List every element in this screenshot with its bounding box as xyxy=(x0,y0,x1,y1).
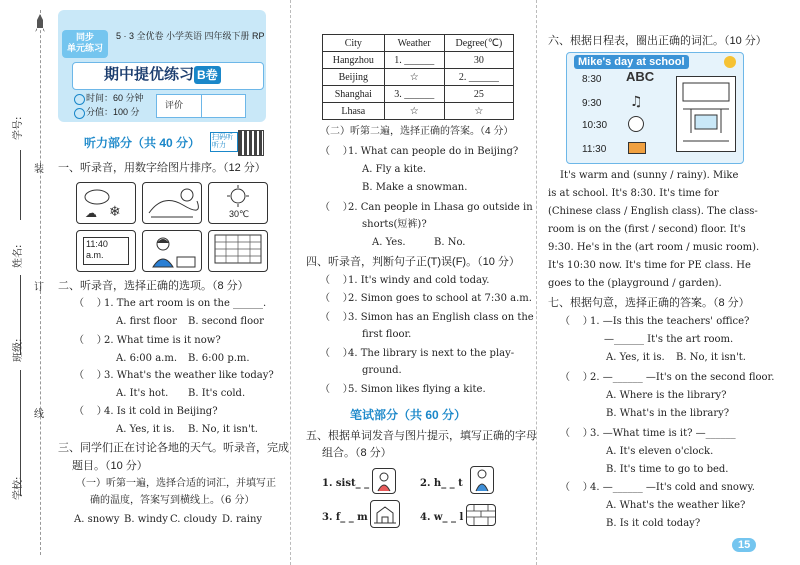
svg-text:☁: ☁ xyxy=(85,206,97,220)
q7-item-2-option-b[interactable]: B. What's in the library? xyxy=(606,408,730,419)
q6-passage-line-6[interactable]: It's 10:30 now. It's time for PE class. He xyxy=(548,260,751,271)
q4-item-4-text: 4. The library is next to the play- xyxy=(348,348,515,359)
q7-title: 七、根据句意，选择正确的答案。（8 分） xyxy=(548,297,750,309)
q2-item-3-bracket[interactable]: （ ） xyxy=(74,370,107,381)
classroom-illustration xyxy=(676,76,736,152)
score-label: 分值：100 分 xyxy=(86,107,140,117)
person-icon xyxy=(470,466,494,494)
q7-item-3-option-a[interactable]: A. It's eleven o'clock. xyxy=(606,446,714,457)
q2-item-2-bracket[interactable]: （ ） xyxy=(74,335,107,346)
q7-item-1-bracket[interactable]: （ ） xyxy=(560,316,593,327)
q2-item-3-question: 3. What's the weather like today? xyxy=(104,370,274,381)
q4-item-3-bracket[interactable]: （ ） xyxy=(320,312,353,323)
weather-table xyxy=(322,34,514,120)
book-icon xyxy=(628,142,646,154)
q2-item-2-question: 2. What time is it now? xyxy=(104,335,221,346)
q5-title-line-1: 五、根据单词发音与图片提示，填写正确的字母 xyxy=(306,430,537,442)
q1-picture-2 xyxy=(142,182,202,224)
q4-item-2-text: 2. Simon goes to school at 7:30 a.m. xyxy=(348,293,532,304)
q1-title: 一、听录音，用数字给图片排序。（12 分） xyxy=(58,162,266,174)
q6-passage-line-7[interactable]: goes to the (playground / garden). xyxy=(548,278,722,289)
q3-title-line-2: 题目。（10 分） xyxy=(72,460,148,472)
q3-title-line-1: 三、同学们正在讨论各地的天气。听录音，完成 xyxy=(58,442,289,454)
exam-title: 期中提优练习 xyxy=(104,66,195,83)
q4-item-1-text: 1. It's windy and cold today. xyxy=(348,275,490,286)
q1-picture-6 xyxy=(208,230,268,272)
review-box[interactable] xyxy=(156,94,246,118)
q5-title-line-2: 组合。（8 分） xyxy=(322,447,392,459)
q3-part1-line-2: 确的温度，答案写到横线上。（6 分） xyxy=(90,495,255,506)
part2-item-2-option-a[interactable]: A. Yes. xyxy=(372,237,406,248)
q5-item-4[interactable]: 4. w_ _ l xyxy=(420,512,464,523)
q7-item-1-line-2: —______ It's the art room. xyxy=(604,334,734,345)
clock-display-text: 11:40 a.m. xyxy=(86,239,108,260)
part2-item-2-question-cont: shorts(短裤)? xyxy=(362,219,427,230)
q7-item-4-line-1: 4. —______ —It's cold and snowy. xyxy=(590,482,755,493)
schedule-time-3: 10:30 xyxy=(582,120,608,131)
q2-item-4-question: 4. Is it cold in Beijing? xyxy=(104,406,218,417)
part2-item-1-option-a[interactable]: A. Fly a kite. xyxy=(362,164,427,175)
q2-item-4-option-a[interactable]: A. Yes, it is. xyxy=(116,424,175,435)
q5-item-2[interactable]: 2. h_ _ t xyxy=(420,478,463,489)
q4-item-5-text: 5. Simon likes flying a kite. xyxy=(348,384,486,395)
q7-item-1-option-b[interactable]: B. No, it isn't. xyxy=(676,352,746,363)
table-cell: Lhasa xyxy=(323,103,385,120)
part2-title: （二）听第二遍，选择正确的答案。（4 分） xyxy=(320,126,514,137)
q1-picture-4 xyxy=(76,230,136,272)
page-number: 15 xyxy=(732,538,756,552)
q6-passage-line-2[interactable]: is at school. It's 8:30. It's time for xyxy=(548,188,719,199)
part2-item-1-bracket[interactable]: （ ） xyxy=(320,146,353,157)
qr-label: 扫码听听力 xyxy=(210,132,238,152)
q3-part1-line-1: （一）听第一遍，选择合适的词汇，并填写正 xyxy=(76,478,276,489)
rocket-icon xyxy=(35,14,45,34)
sun-icon xyxy=(724,56,736,68)
q3-option-a: A. snowy xyxy=(74,514,120,525)
q7-item-3-line-1: 3. —What time is it? —______ xyxy=(590,428,736,439)
q4-item-3-text: 3. Simon has an English class on the xyxy=(348,312,534,323)
q2-item-1-bracket[interactable]: （ ） xyxy=(74,298,107,309)
table-header-cell: Weather xyxy=(384,35,444,52)
table-cell-star: ☆ xyxy=(384,69,444,86)
q7-item-3-bracket[interactable]: （ ） xyxy=(560,428,593,439)
badge-line-2: 单元练习 xyxy=(66,43,103,53)
review-label: 评价 xyxy=(165,100,184,110)
part2-item-2-option-b[interactable]: B. No. xyxy=(434,237,466,248)
class-label: 班级: xyxy=(13,338,24,362)
school-line[interactable] xyxy=(20,440,21,496)
badge-line-1: 同步 xyxy=(75,32,94,42)
schedule-time-4: 11:30 xyxy=(582,144,607,155)
q4-item-4-bracket[interactable]: （ ） xyxy=(320,348,353,359)
table-cell-blank[interactable]: 2. ______ xyxy=(444,69,513,86)
school-label: 学校: xyxy=(13,476,24,500)
seal-char-3: 装 xyxy=(34,164,44,175)
page-fold-left xyxy=(290,0,291,565)
exam-version-badge: B卷 xyxy=(194,66,221,84)
student-id-line[interactable] xyxy=(20,150,21,220)
q1-picture-5 xyxy=(142,230,202,272)
q2-title: 二、听录音，选择正确的选项。（8 分） xyxy=(58,280,249,292)
time-label: 时间：60 分钟 xyxy=(86,93,144,103)
q2-item-2-option-a[interactable]: A. 6:00 a.m. xyxy=(116,353,178,364)
table-cell: 30 xyxy=(444,52,513,69)
q3-option-c: C. cloudy xyxy=(170,514,217,525)
q4-item-5-bracket[interactable]: （ ） xyxy=(320,384,353,395)
q6-passage-line-1[interactable]: It's warm and (sunny / rainy). Mike xyxy=(560,170,739,181)
q2-item-1-option-b[interactable]: B. second floor xyxy=(188,316,264,327)
temperature-text: 30℃ xyxy=(229,209,250,219)
q4-item-1-bracket[interactable]: （ ） xyxy=(320,275,353,286)
q5-item-3[interactable]: 3. f_ _ m xyxy=(322,512,368,523)
score-icon xyxy=(74,108,85,119)
q2-item-3-option-b[interactable]: B. It's cold. xyxy=(188,388,246,399)
farm-icon xyxy=(370,500,400,528)
table-cell-blank[interactable]: 3. ______ xyxy=(384,86,444,103)
table-row xyxy=(323,52,514,69)
table-row xyxy=(323,86,514,103)
seal-char-1: 线 xyxy=(34,409,44,420)
part2-item-2-bracket[interactable]: （ ） xyxy=(320,202,353,213)
table-cell: Beijing xyxy=(323,69,385,86)
q2-item-1-question: 1. The art room is on the ______. xyxy=(104,298,267,309)
q3-option-d: D. rainy xyxy=(222,514,263,525)
seal-char-2: 订 xyxy=(34,282,44,293)
q5-item-1[interactable]: 1. sist_ _ xyxy=(322,478,370,489)
table-row xyxy=(323,103,514,120)
part2-item-1-option-b[interactable]: B. Make a snowman. xyxy=(362,182,468,193)
sister-icon xyxy=(372,468,396,494)
ball-icon xyxy=(628,116,644,132)
schedule-banner: Mike's day at school xyxy=(574,55,689,69)
q6-passage-line-3[interactable]: (Chinese class / English class). The class- xyxy=(548,206,758,217)
q6-passage-line-5[interactable]: 9:30. He's in the (art room / music room). xyxy=(548,242,760,253)
page-fold-right xyxy=(536,0,537,565)
table-cell: 25 xyxy=(444,86,513,103)
q6-title: 六、根据日程表，圈出正确的词汇。（10 分） xyxy=(548,35,767,47)
table-cell-star: ☆ xyxy=(384,103,444,120)
q1-picture-3 xyxy=(208,182,268,224)
name-label: 姓名: xyxy=(13,244,24,268)
table-cell-star: ☆ xyxy=(444,103,513,120)
q2-item-2-option-b[interactable]: B. 6:00 p.m. xyxy=(188,353,250,364)
q6-passage-line-4[interactable]: room is on the (first / second) floor. It's xyxy=(548,224,746,235)
q7-item-4-bracket[interactable]: （ ） xyxy=(560,482,593,493)
schedule-time-1: 8:30 xyxy=(582,74,602,85)
q7-item-1-line-1: 1. —Is this the teachers' office? xyxy=(590,316,750,327)
binding-strip xyxy=(0,0,46,565)
schedule-time-2: 9:30 xyxy=(582,98,602,109)
series-badge xyxy=(62,30,108,58)
q4-item-4-text-cont: ground. xyxy=(362,365,402,376)
q4-item-3-text-cont: first floor. xyxy=(362,329,412,340)
abc-letters: ABC xyxy=(626,69,655,84)
svg-text:❄: ❄ xyxy=(109,204,121,220)
student-id-label: 学号: xyxy=(13,116,24,140)
table-cell: Shanghai xyxy=(323,86,385,103)
part2-item-1-question: 1. What can people do in Beijing? xyxy=(348,146,519,157)
q7-item-4-option-a[interactable]: A. What's the weather like? xyxy=(606,500,746,511)
written-section-title: 笔试部分（共 60 分） xyxy=(350,408,467,422)
table-header-cell: City xyxy=(323,35,385,52)
q7-item-2-line-1: 2. —______ —It's on the second floor. xyxy=(590,372,775,383)
class-line[interactable] xyxy=(20,370,21,440)
q4-title: 四、听录音，判断句子正(T)误(F)。（10 分） xyxy=(306,256,520,268)
q7-item-1-option-a[interactable]: A. Yes, it is. xyxy=(606,352,665,363)
clock-icon xyxy=(74,94,85,105)
qr-code-icon[interactable] xyxy=(238,130,264,156)
table-header-row xyxy=(323,35,514,52)
part2-item-2-question: 2. Can people in Lhasa go outside in xyxy=(348,202,533,213)
q2-item-4-bracket[interactable]: （ ） xyxy=(74,406,107,417)
q2-item-3-option-a[interactable]: A. It's hot. xyxy=(116,388,169,399)
q2-item-4-option-b[interactable]: B. No, it isn't. xyxy=(188,424,258,435)
q7-item-3-option-b[interactable]: B. It's time to go to bed. xyxy=(606,464,729,475)
review-divider xyxy=(201,95,202,117)
table-row xyxy=(323,69,514,86)
q1-picture-1 xyxy=(76,182,136,224)
q7-item-2-option-a[interactable]: A. Where is the library? xyxy=(606,390,727,401)
q7-item-4-option-b[interactable]: B. Is it cold today? xyxy=(606,518,701,529)
q7-item-2-bracket[interactable]: （ ） xyxy=(560,372,593,383)
listening-section-title: 听力部分（共 40 分） xyxy=(84,136,201,150)
wall-icon xyxy=(466,504,496,526)
series-title: 5 · 3 全优卷 小学英语 四年级下册 RP xyxy=(116,31,265,41)
q3-option-b: B. windy xyxy=(124,514,168,525)
q4-item-2-bracket[interactable]: （ ） xyxy=(320,293,353,304)
music-note-icon: ♫ xyxy=(630,94,643,110)
q2-item-1-option-a[interactable]: A. first floor xyxy=(116,316,177,327)
table-header-cell: Degree(℃) xyxy=(444,35,513,52)
table-cell: Hangzhou xyxy=(323,52,385,69)
table-cell-blank[interactable]: 1. ______ xyxy=(384,52,444,69)
